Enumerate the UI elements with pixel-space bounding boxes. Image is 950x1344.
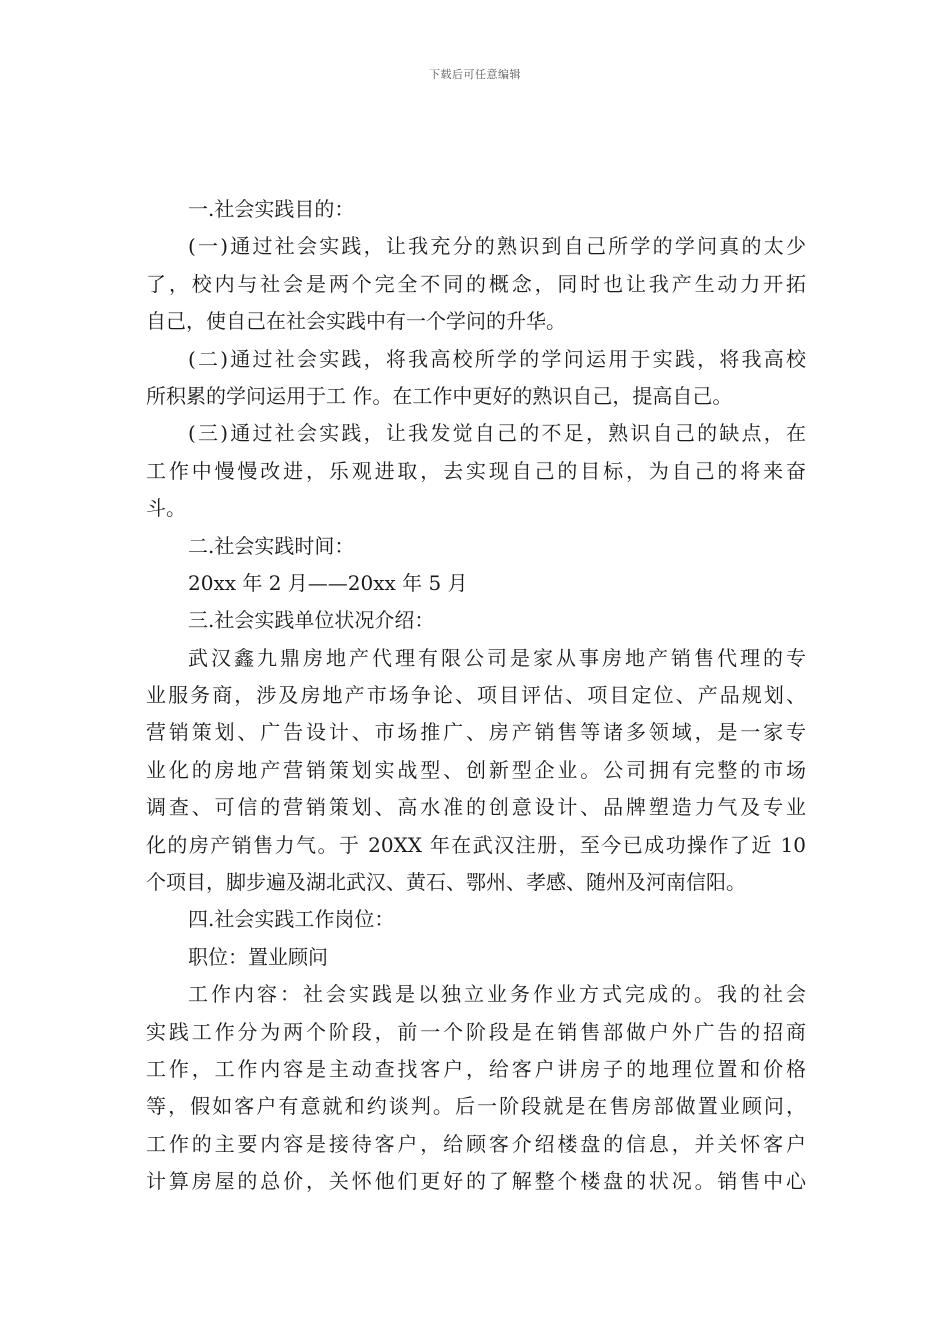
paragraph-line: 工作的主要内容是接待客户，给顾客介绍楼盘的信息，并关怀客户 xyxy=(146,1131,806,1156)
section-heading-position: 四.社会实践工作岗位： xyxy=(188,907,395,932)
section-heading-company: 三.社会实践单位状况介绍： xyxy=(188,608,435,633)
paragraph-line: 调查、可信的营销策划、高水准的创意设计、品牌塑造力气及专业 xyxy=(146,795,806,820)
paragraph-line: 武汉鑫九鼎房地产代理有限公司是家从事房地产销售代理的专 xyxy=(188,645,806,670)
section-heading-purpose: 一.社会实践目的： xyxy=(188,197,355,221)
paragraph-line: 工作内容：社会实践是以独立业务作业方式完成的。我的社会 xyxy=(188,982,806,1007)
paragraph-line: 了，校内与社会是两个完全不同的概念，同时也让我产生动力开拓 xyxy=(146,271,806,296)
paragraph-line: 等，假如客户有意就和约谈判。后一阶段就是在售房部做置业顾问， xyxy=(146,1094,806,1119)
paragraph-line: 自己，使自己在社会实践中有一个学问的升华。 xyxy=(146,309,566,334)
paragraph-line: 工作，工作内容是主动查找客户，给客户讲房子的地理位置和价格 xyxy=(146,1056,806,1081)
paragraph-line: 业服务商，涉及房地产市场争论、项目评估、项目定位、产品规划、 xyxy=(146,683,806,708)
document-body xyxy=(146,191,806,1201)
practice-period: 20xx 年 2 月——20xx 年 5 月 xyxy=(188,570,468,595)
paragraph-line: 营销策划、广告设计、市场推广、房产销售等诸多领域，是一家专 xyxy=(146,720,806,745)
paragraph-line: (二)通过社会实践，将我高校所学的学问运用于实践，将我高校 xyxy=(188,346,806,371)
job-title: 职位：置业顾问 xyxy=(188,944,328,969)
paragraph-line: 斗。 xyxy=(146,496,186,521)
paragraph-line: 实践工作分为两个阶段，前一个阶段是在销售部做户外广告的招商 xyxy=(146,1019,806,1044)
section-heading-time: 二.社会实践时间： xyxy=(188,533,355,558)
paragraph-line: 业化的房地产营销策划实战型、创新型企业。公司拥有完整的市场 xyxy=(146,757,806,782)
paragraph-line: 化的房产销售力气。于 20XX 年在武汉注册，至今已成功操作了近 10 xyxy=(146,832,806,857)
paragraph-line: 计算房屋的总价，关怀他们更好的了解整个楼盘的状况。销售中心 xyxy=(146,1169,806,1194)
paragraph-line: 个项目，脚步遍及湖北武汉、黄石、鄂州、孝感、随州及河南信阳。 xyxy=(146,870,746,895)
paragraph-line: (一)通过社会实践，让我充分的熟识到自己所学的学问真的太少 xyxy=(188,234,806,259)
paragraph-line: 工作中慢慢改进，乐观进取，去实现自己的目标，为自己的将来奋 xyxy=(146,458,806,483)
paragraph-line: 所积累的学问运用于工 作。在工作中更好的熟识自己，提高自己。 xyxy=(146,383,733,408)
paragraph-line: (三)通过社会实践，让我发觉自己的不足，熟识自己的缺点，在 xyxy=(188,421,806,446)
page-header-note: 下载后可任意编辑 xyxy=(429,68,521,81)
